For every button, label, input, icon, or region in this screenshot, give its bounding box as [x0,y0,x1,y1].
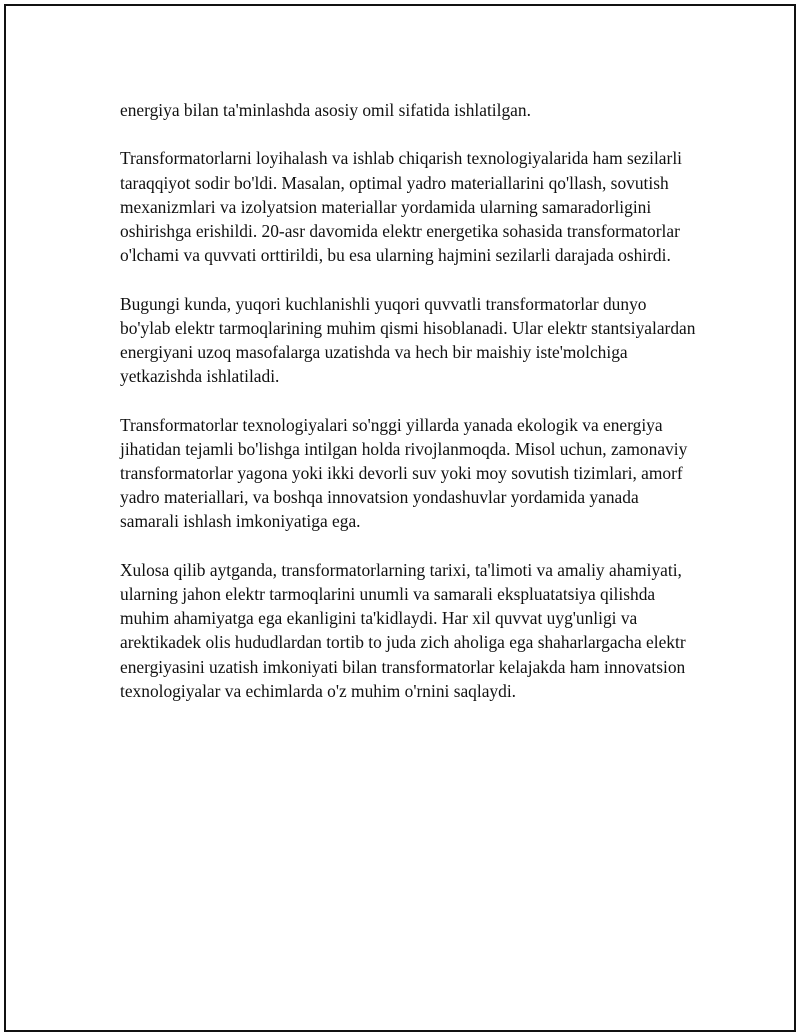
document-body [120,98,700,727]
document-page [4,4,796,1032]
paragraph: Transformatorlarni loyihalash va ishlab chiqarish texnologiyalarida ham sezilarli taraqqiyot sodir bo'ldi. Masalan, optimal yadro materiallarini qo'llash, sovutish mexanizmlari va izolyatsion materiallar yordamida ularning samaradorligini oshirishga erishildi. 20-asr davomida elektr energetika sohasida transformatorlar o'lchami va quvvati orttirildi, bu esa ularning hajmini sezilarli darajada oshirdi. [120,148,682,266]
paragraph: energiya bilan ta'minlashda asosiy omil sifatida ishlatilgan. [120,100,531,120]
paragraph: Bugungi kunda, yuqori kuchlanishli yuqori quvvatli transformatorlar dunyo bo'ylab elektr tarmoqlarining muhim qismi hisoblanadi. Ular elektr stantsiyalardan energiyani uzoq masofalarga uzatishda va hech bir maishiy iste'molchiga yetkazishda ishlatiladi. [120,293,696,387]
paragraph: Transformatorlar texnologiyalari so'nggi yillarda yanada ekologik va energiya jihatidan tejamli bo'lishga intilgan holda rivojlanmoqda. Misol uchun, zamonaviy transformatorlar yagona yoki ikki devorli suv yoki moy sovutish tizimlari, amorf yadro materiallari, va boshqa innovatsion yondashuvlar yordamida yanada samarali ishlash imkoniyatiga ega. [120,414,688,532]
paragraph: Xulosa qilib aytganda, transformatorlarning tarixi, ta'limoti va amaliy ahamiyati, ularning jahon elektr tarmoqlarini unumli va samarali ekspluatatsiya qilishda muhim ahamiyatga ega ekanligini ta'kidlaydi. Har xil quvvat uyg'unligi va arektikadek olis hududlardan tortib to juda zich aholiga ega shaharlargacha elektr energiyasini uzatish imkoniyati bilan transformatorlar kelajakda ham innovatsion texnologiyalar va echimlarda o'z muhim o'rnini saqlaydi. [120,559,686,701]
